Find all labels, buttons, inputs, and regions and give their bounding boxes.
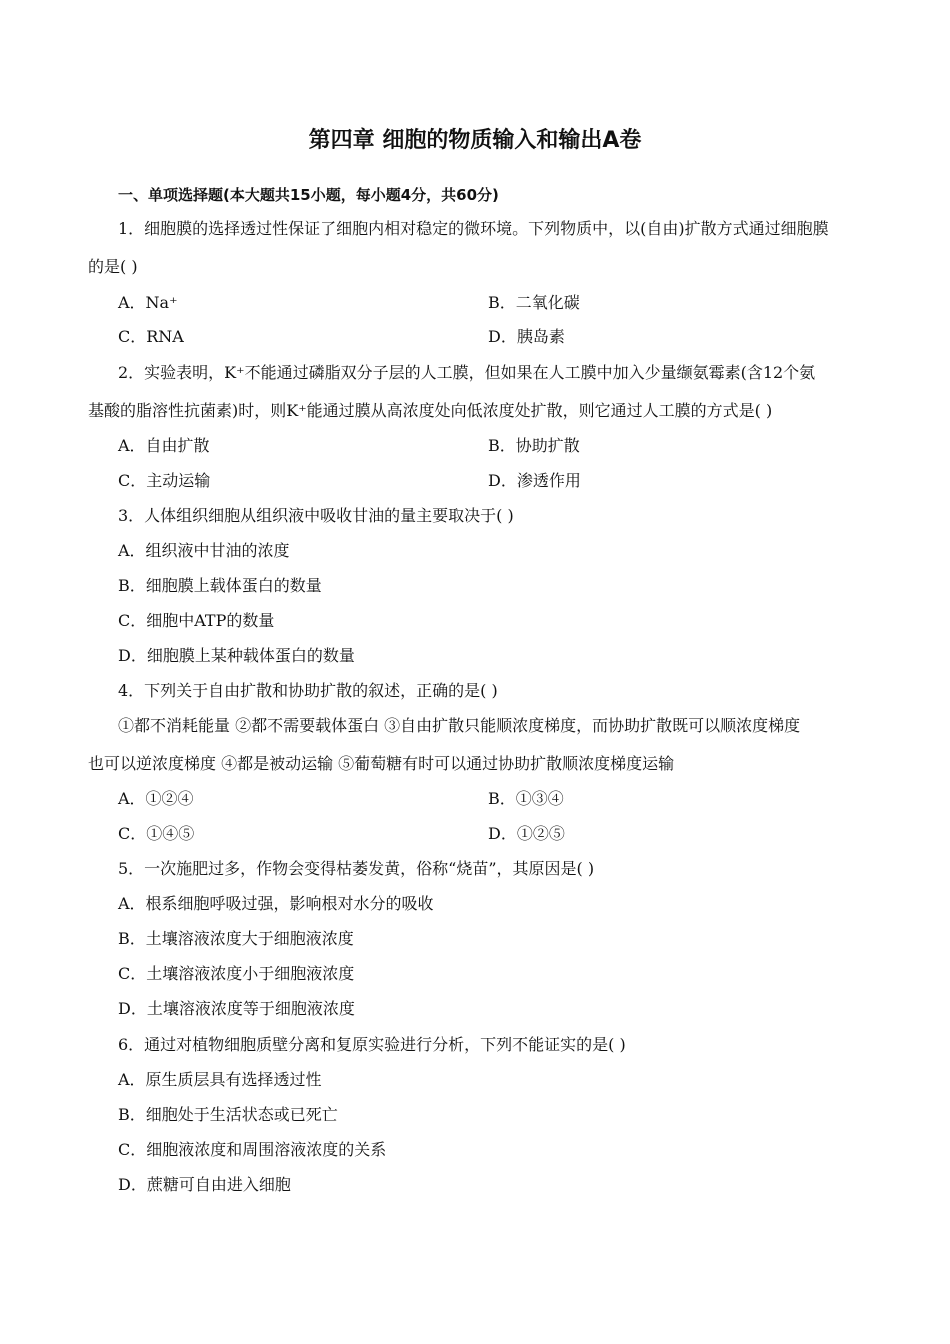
question-4-option-b: B．①③④ — [488, 789, 564, 808]
question-3-option-d: D．细胞膜上某种载体蛋白的数量 — [118, 646, 355, 665]
page-title: 第四章 细胞的物质输入和输出A卷 — [308, 128, 642, 153]
question-6-option-a: A．原生质层具有选择透过性 — [118, 1070, 322, 1089]
question-3-stem: 3．人体组织细胞从组织液中吸收甘油的量主要取决于( ) — [118, 506, 514, 525]
question-3-option-b: B．细胞膜上载体蛋白的数量 — [118, 576, 322, 595]
question-6-option-d: D．蔗糖可自由进入细胞 — [118, 1175, 291, 1194]
question-5-stem: 5．一次施肥过多，作物会变得枯萎发黄，俗称“烧苗”，其原因是( ) — [118, 859, 595, 878]
question-4-option-d: D．①②⑤ — [488, 824, 565, 843]
question-1-option-a: A．Na⁺ — [118, 293, 178, 312]
question-4-option-a: A．①②④ — [118, 789, 194, 808]
question-4-statements-cont: 也可以逆浓度梯度 ④都是被动运输 ⑤葡萄糖有时可以通过协助扩散顺浓度梯度运输 — [88, 754, 675, 773]
question-5-option-b: B．土壤溶液浓度大于细胞液浓度 — [118, 929, 354, 948]
question-1-option-c: C．RNA — [118, 327, 184, 346]
question-5-option-d: D．土壤溶液浓度等于细胞液浓度 — [118, 999, 355, 1018]
question-5-option-a: A．根系细胞呼吸过强，影响根对水分的吸收 — [118, 894, 434, 913]
question-2-stem: 2．实验表明，K⁺不能通过磷脂双分子层的人工膜，但如果在人工膜中加入少量缬氨霉素(含12个氨 — [118, 363, 816, 382]
question-3-option-a: A．组织液中甘油的浓度 — [118, 541, 290, 560]
question-1-option-d: D．胰岛素 — [488, 327, 565, 346]
question-4-statements: ①都不消耗能量 ②都不需要载体蛋白 ③自由扩散只能顺浓度梯度，而协助扩散既可以顺浓度梯度 — [118, 716, 801, 735]
question-6-option-c: C．细胞液浓度和周围溶液浓度的关系 — [118, 1140, 387, 1159]
question-2-stem-cont: 基酸的脂溶性抗菌素)时，则K⁺能通过膜从高浓度处向低浓度处扩散，则它通过人工膜的方式是( ) — [88, 401, 773, 420]
question-5-option-c: C．土壤溶液浓度小于细胞液浓度 — [118, 964, 355, 983]
question-1-stem-cont: 的是( ) — [88, 257, 138, 276]
question-2-option-a: A．自由扩散 — [118, 436, 210, 455]
question-1-option-b: B．二氧化碳 — [488, 293, 580, 312]
question-2-option-b: B．协助扩散 — [488, 436, 580, 455]
question-2-option-d: D．渗透作用 — [488, 471, 581, 490]
question-4-stem: 4．下列关于自由扩散和协助扩散的叙述，正确的是( ) — [118, 681, 498, 700]
question-4-option-c: C．①④⑤ — [118, 824, 195, 843]
question-6-option-b: B．细胞处于生活状态或已死亡 — [118, 1105, 338, 1124]
section-heading: 一、单项选择题(本大题共15小题，每小题4分，共60分) — [118, 186, 499, 204]
question-2-option-c: C．主动运输 — [118, 471, 211, 490]
question-1-stem: 1．细胞膜的选择透过性保证了细胞内相对稳定的微环境。下列物质中，以(自由)扩散方式通过细胞膜 — [118, 219, 829, 238]
question-3-option-c: C．细胞中ATP的数量 — [118, 611, 275, 630]
question-6-stem: 6．通过对植物细胞质壁分离和复原实验进行分析，下列不能证实的是( ) — [118, 1035, 626, 1054]
